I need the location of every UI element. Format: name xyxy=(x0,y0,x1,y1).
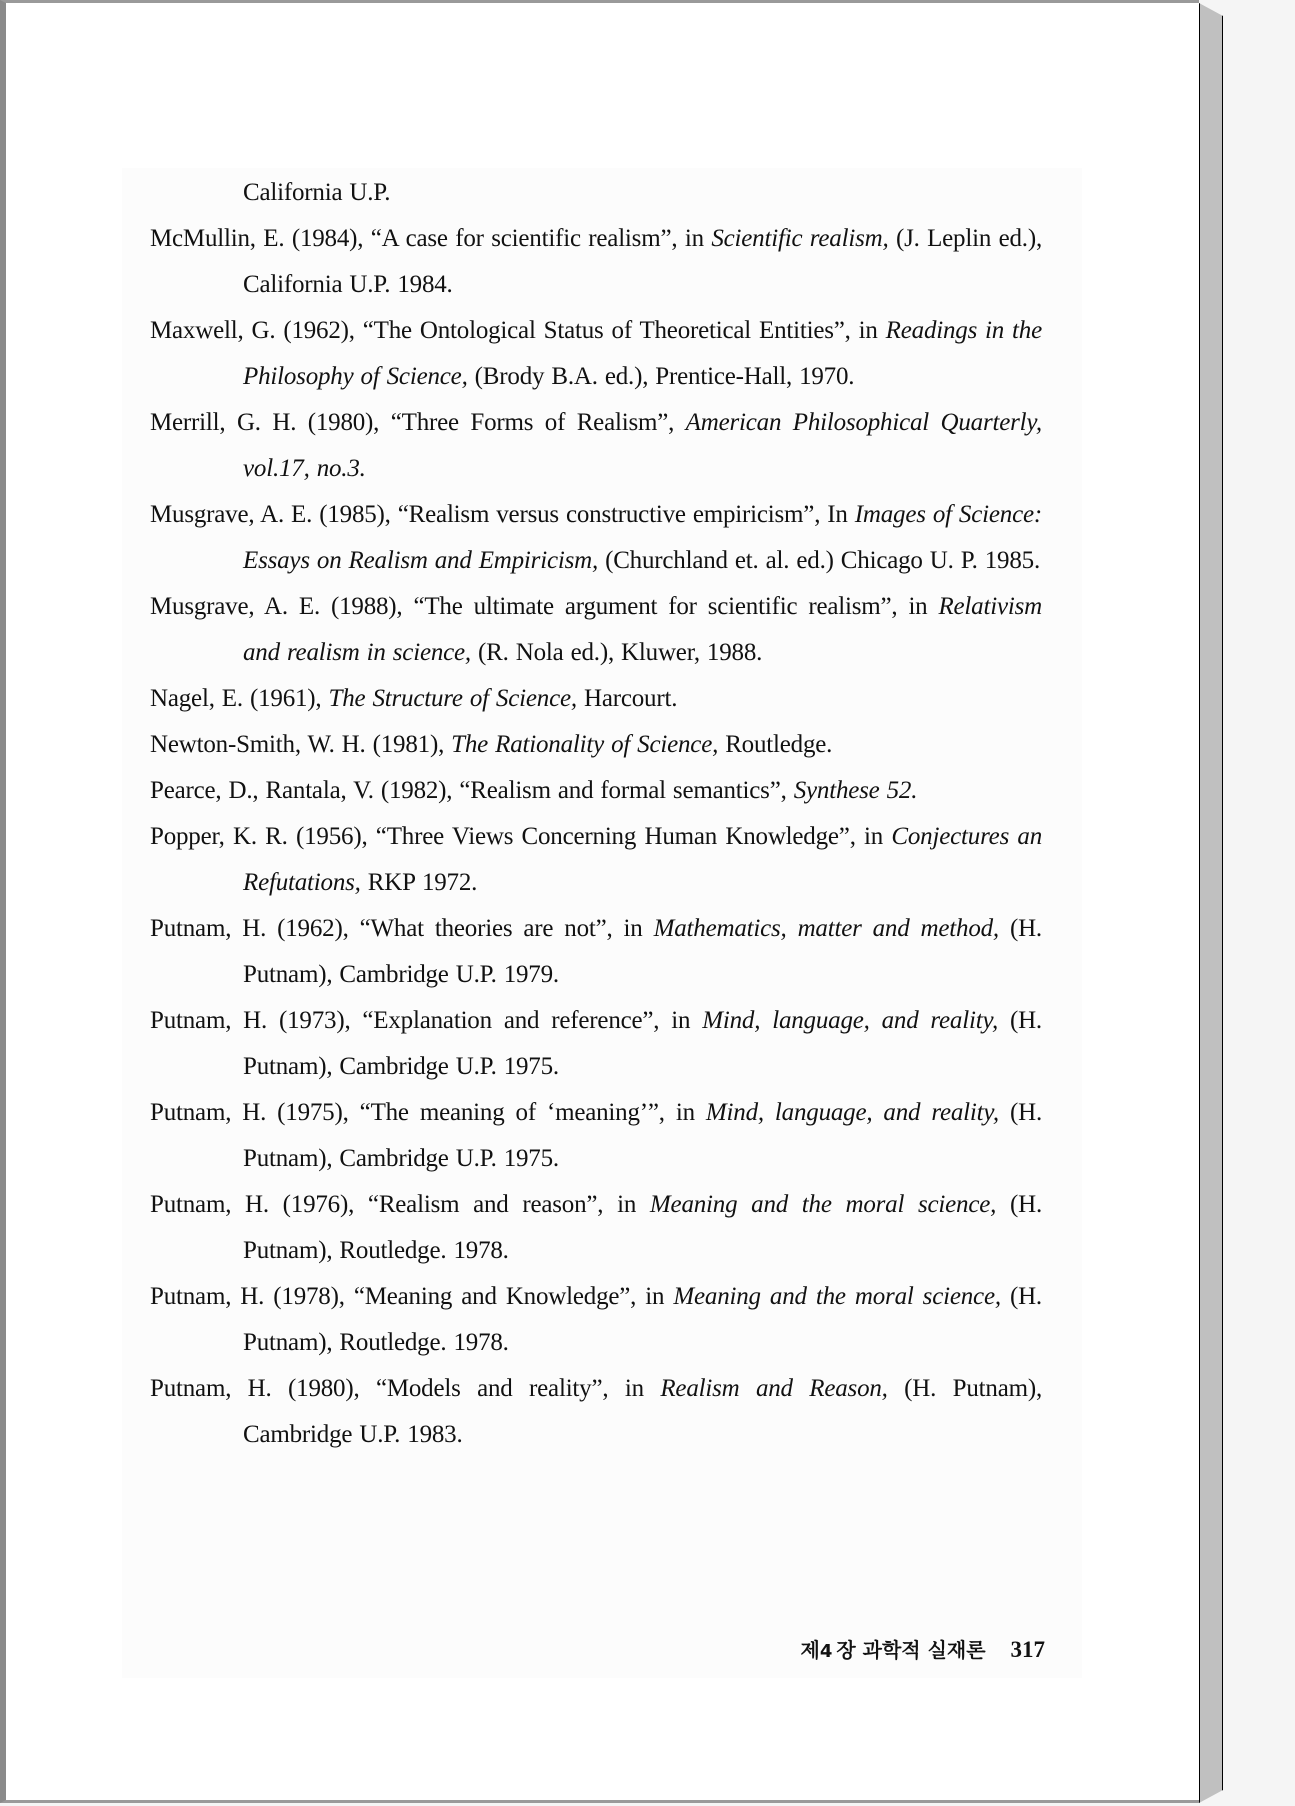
entry-text: Putnam, H. (1973), “Explanation and reference”, in xyxy=(150,1007,703,1034)
entry-text: Musgrave, A. E. (1988), “The ultimate argument for scientific realism”, in xyxy=(150,593,939,620)
entry-title-italic: Mind, language, and reality, xyxy=(705,1099,999,1126)
bibliography-entry xyxy=(150,492,1042,584)
entry-text: Putnam, H. (1975), “The meaning of ‘meaning’”, in xyxy=(150,1099,706,1126)
chapter-prefix: 제 xyxy=(800,1638,820,1662)
entry-text: Newton-Smith, W. H. (1981), xyxy=(150,731,452,758)
entry-title-italic: Readings in the Philosophy of Science, xyxy=(243,317,1042,390)
entry-text: (R. Nola ed.), Kluwer, 1988. xyxy=(470,639,763,666)
entry-title-italic: Realism and Reason, xyxy=(660,1375,888,1402)
bibliography-entry xyxy=(150,1274,1042,1366)
bibliography-entry xyxy=(150,1366,1042,1458)
entry-title-italic: The Structure of Science, xyxy=(328,685,577,712)
running-footer xyxy=(765,1634,1045,1663)
entry-text: (Churchland et. al. ed.) Chicago U. P. 1985. xyxy=(598,547,1041,574)
entry-title-italic: Mind, language, and reality, xyxy=(702,1007,999,1034)
entry-text: Popper, K. R. (1956), “Three Views Concerning Human Knowledge”, in xyxy=(150,823,892,850)
entry-text: Putnam, H. (1978), “Meaning and Knowledge”, in xyxy=(150,1283,674,1310)
entry-text: Musgrave, A. E. (1985), “Realism versus constructive empiricism”, In xyxy=(150,501,855,528)
bibliography-entry xyxy=(150,216,1042,308)
entry-text: (H. Putnam), Cambridge U.P. 1979. xyxy=(243,915,1042,988)
chapter-suffix: 장 xyxy=(836,1638,856,1662)
bibliography-entry xyxy=(150,906,1042,998)
bibliography-entry xyxy=(150,814,1042,906)
entry-text: (Brody B.A. ed.), Prentice-Hall, 1970. xyxy=(467,363,855,390)
entry-title-italic: Mathematics, matter and method, xyxy=(653,915,999,942)
entry-text: Routledge. xyxy=(718,731,833,758)
page-stack-edge xyxy=(1199,3,1223,1803)
entry-title-italic: Images of Science: Essays on Realism and Empiricism, xyxy=(243,501,1042,574)
entry-text: California U.P. xyxy=(243,179,391,206)
chapter-title: 과학적 실재론 xyxy=(862,1638,986,1662)
entry-text: Putnam, H. (1980), “Models and reality”, in xyxy=(150,1375,661,1402)
entry-title-italic: The Rationality of Science, xyxy=(451,731,719,758)
entry-title-italic: Conjectures an Refutations, xyxy=(243,823,1042,896)
entry-text: (H. Putnam), Routledge. 1978. xyxy=(243,1283,1042,1356)
bibliography-entry xyxy=(150,676,1042,722)
entry-text: McMullin, E. (1984), “A case for scientific realism”, in xyxy=(150,225,712,252)
entry-text: (H. Putnam), Routledge. 1978. xyxy=(243,1191,1042,1264)
entry-text: (H. Putnam), Cambridge U.P. 1983. xyxy=(243,1375,1043,1448)
bibliography-entry xyxy=(150,584,1042,676)
entry-title-italic: Relativism and realism in science, xyxy=(243,593,1042,666)
entry-text: Putnam, H. (1976), “Realism and reason”, in xyxy=(150,1191,650,1218)
entry-text: Nagel, E. (1961), xyxy=(150,685,329,712)
entry-text: Merrill, G. H. (1980), “Three Forms of Realism”, xyxy=(150,409,686,436)
entry-text: Putnam, H. (1962), “What theories are not”, in xyxy=(150,915,654,942)
bibliography-entry xyxy=(150,1182,1042,1274)
entry-text: Harcourt. xyxy=(576,685,678,712)
entry-text: Pearce, D., Rantala, V. (1982), “Realism and formal semantics”, xyxy=(150,777,794,804)
bibliography-entry xyxy=(150,400,1042,492)
entry-title-italic: Scientific realism, xyxy=(711,225,889,252)
bibliography-entry xyxy=(150,768,1042,814)
bibliography-entry xyxy=(150,308,1042,400)
entry-text: (H. Putnam), Cambridge U.P. 1975. xyxy=(243,1007,1042,1080)
page-number: 317 xyxy=(1010,1637,1045,1662)
entry-title-italic: American Philosophical Quarterly, vol.17, no.3. xyxy=(243,409,1042,482)
entry-text: (J. Leplin ed.), California U.P. 1984. xyxy=(243,225,1043,298)
entry-title-italic: Meaning and the moral science, xyxy=(649,1191,997,1218)
bibliography-entry xyxy=(150,1090,1042,1182)
entry-text: Maxwell, G. (1962), “The Ontological Status of Theoretical Entities”, in xyxy=(150,317,886,344)
entry-text: (H. Putnam), Cambridge U.P. 1975. xyxy=(243,1099,1042,1172)
bibliography-entry xyxy=(150,722,1042,768)
entry-title-italic: Meaning and the moral science, xyxy=(673,1283,1001,1310)
entry-title-italic: Synthese 52. xyxy=(793,777,918,804)
bibliography-entry xyxy=(150,170,1042,216)
chapter-number: 4 xyxy=(819,1641,833,1662)
bibliography-list xyxy=(150,170,1042,1458)
bibliography-entry xyxy=(150,998,1042,1090)
entry-text: RKP 1972. xyxy=(360,869,478,896)
